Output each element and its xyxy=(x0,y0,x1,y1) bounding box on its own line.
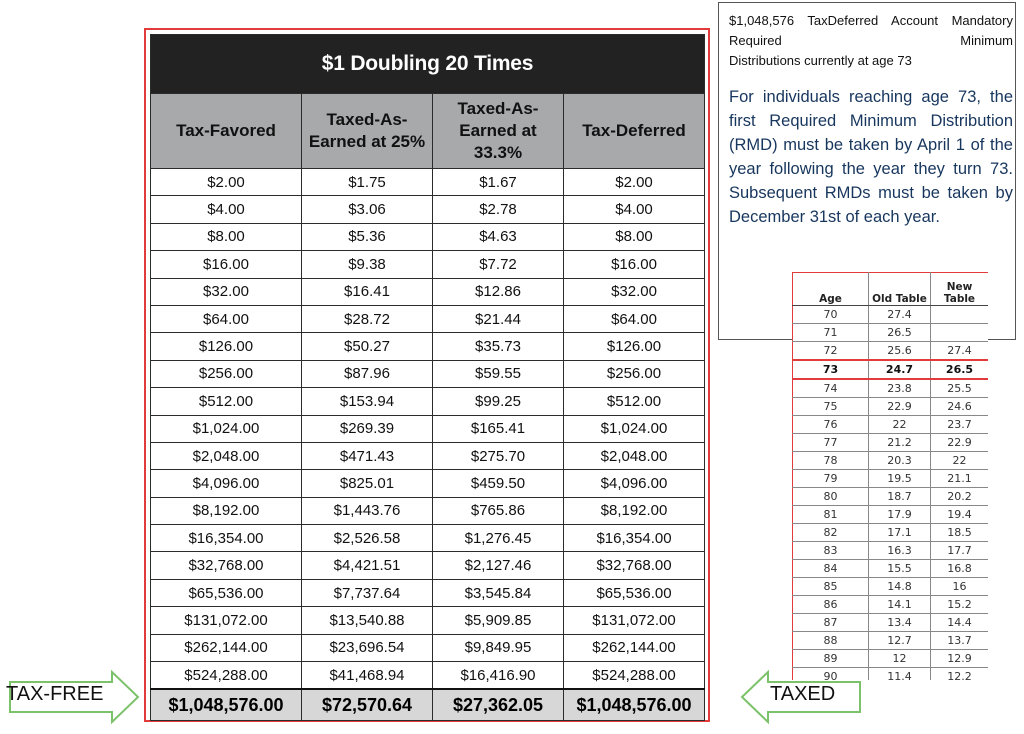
table-cell: $32,768.00 xyxy=(564,552,705,579)
table-cell: $50.27 xyxy=(302,333,433,360)
rmd-cell: 72 xyxy=(793,342,869,361)
rmd-cell: 83 xyxy=(793,542,869,560)
rmd-cell: 82 xyxy=(793,524,869,542)
table-cell: $9,849.95 xyxy=(433,634,564,661)
table-cell: $2,127.46 xyxy=(433,552,564,579)
doubling-table-frame xyxy=(144,28,710,722)
table-cell: $4.00 xyxy=(151,196,302,223)
rmd-row xyxy=(793,452,989,470)
total-taxed-33: $27,362.05 xyxy=(433,689,564,721)
table-row xyxy=(151,333,705,360)
rmd-row xyxy=(793,650,989,668)
table-cell: $2.00 xyxy=(564,169,705,196)
table-cell: $8,192.00 xyxy=(151,497,302,524)
rmd-row xyxy=(793,542,989,560)
table-cell: $41,468.94 xyxy=(302,662,433,690)
header-tax-deferred: Tax-Deferred xyxy=(564,94,705,169)
rmd-cell: 21.2 xyxy=(869,434,931,452)
rmd-cell: 16 xyxy=(931,578,989,596)
table-cell: $28.72 xyxy=(302,305,433,332)
table-row xyxy=(151,415,705,442)
table-cell: $32,768.00 xyxy=(151,552,302,579)
rmd-cell: 25.5 xyxy=(931,379,989,398)
table-cell: $12.86 xyxy=(433,278,564,305)
table-cell: $16,416.90 xyxy=(433,662,564,690)
table-body xyxy=(151,169,705,690)
table-cell: $23,696.54 xyxy=(302,634,433,661)
total-tax-favored: $1,048,576.00 xyxy=(151,689,302,721)
rmd-cell: 85 xyxy=(793,578,869,596)
rmd-cell: 15.5 xyxy=(869,560,931,578)
table-cell: $269.39 xyxy=(302,415,433,442)
table-cell: $7.72 xyxy=(433,251,564,278)
table-cell: $165.41 xyxy=(433,415,564,442)
table-row xyxy=(151,470,705,497)
table-cell: $64.00 xyxy=(151,305,302,332)
table-cell: $126.00 xyxy=(564,333,705,360)
rmd-row xyxy=(793,560,989,578)
rmd-cell: 12 xyxy=(869,650,931,668)
rmd-cell: 24.6 xyxy=(931,398,989,416)
total-tax-deferred: $1,048,576.00 xyxy=(564,689,705,721)
table-cell: $4.63 xyxy=(433,223,564,250)
table-row xyxy=(151,251,705,278)
rmd-row xyxy=(793,614,989,632)
table-cell: $5.36 xyxy=(302,223,433,250)
rmd-cell: 18.7 xyxy=(869,488,931,506)
rmd-cell: 87 xyxy=(793,614,869,632)
table-row xyxy=(151,525,705,552)
table-row xyxy=(151,360,705,387)
tax-free-label: TAX-FREE xyxy=(6,683,104,705)
rmd-row xyxy=(793,488,989,506)
table-cell: $8,192.00 xyxy=(564,497,705,524)
rmd-cell: 22.9 xyxy=(869,398,931,416)
table-cell: $256.00 xyxy=(151,360,302,387)
rmd-cell: 17.7 xyxy=(931,542,989,560)
table-cell: $2,526.58 xyxy=(302,525,433,552)
rmd-cell: 88 xyxy=(793,632,869,650)
table-cell: $131,072.00 xyxy=(151,607,302,634)
table-cell: $65,536.00 xyxy=(151,579,302,606)
table-row xyxy=(151,388,705,415)
table-cell: $3,545.84 xyxy=(433,579,564,606)
info-summary-last: Distributions currently at age 73 xyxy=(729,53,912,68)
table-title: $1 Doubling 20 Times xyxy=(151,35,705,94)
table-cell: $825.01 xyxy=(302,470,433,497)
table-cell: $1,276.45 xyxy=(433,525,564,552)
rmd-cell: 22.9 xyxy=(931,434,989,452)
table-cell: $64.00 xyxy=(564,305,705,332)
table-cell: $4.00 xyxy=(564,196,705,223)
table-cell: $8.00 xyxy=(564,223,705,250)
rmd-cell: 19.5 xyxy=(869,470,931,488)
totals-row xyxy=(151,689,705,721)
rmd-cell: 14.8 xyxy=(869,578,931,596)
rmd-cell: 81 xyxy=(793,506,869,524)
rmd-row xyxy=(793,306,989,324)
taxed-label: TAXED xyxy=(770,683,836,705)
table-cell: $2.00 xyxy=(151,169,302,196)
rmd-row xyxy=(793,524,989,542)
rmd-row xyxy=(793,596,989,614)
table-cell: $3.06 xyxy=(302,196,433,223)
rmd-cell: 16.8 xyxy=(931,560,989,578)
table-row xyxy=(151,442,705,469)
rmd-row xyxy=(793,416,989,434)
rmd-cell: 17.1 xyxy=(869,524,931,542)
rmd-cell: 73 xyxy=(793,360,869,379)
rmd-cell: 19.4 xyxy=(931,506,989,524)
rmd-cell: 12.7 xyxy=(869,632,931,650)
rmd-cell: 18.5 xyxy=(931,524,989,542)
table-cell: $5,909.85 xyxy=(433,607,564,634)
table-cell: $4,421.51 xyxy=(302,552,433,579)
table-cell: $99.25 xyxy=(433,388,564,415)
rmd-cell: 27.4 xyxy=(869,306,931,324)
rmd-row xyxy=(793,360,989,379)
rmd-cell: 21.1 xyxy=(931,470,989,488)
table-cell: $1,024.00 xyxy=(564,415,705,442)
rmd-cell: 27.4 xyxy=(931,342,989,361)
table-cell: $153.94 xyxy=(302,388,433,415)
info-summary xyxy=(729,11,1013,71)
table-row xyxy=(151,223,705,250)
table-cell: $9.38 xyxy=(302,251,433,278)
info-rmd-explanation: For individuals reaching age 73, the first Required Minimum Distribution (RMD) must be taken by April 1 of the year following the year they turn 73. Subsequent RMDs must be taken by December 31st of each year. xyxy=(729,88,1013,226)
rmd-cell: 20.2 xyxy=(931,488,989,506)
rmd-cell: 22 xyxy=(869,416,931,434)
rmd-row xyxy=(793,342,989,361)
table-row xyxy=(151,552,705,579)
rmd-cell: 20.3 xyxy=(869,452,931,470)
table-cell: $262,144.00 xyxy=(564,634,705,661)
rmd-cell: 24.7 xyxy=(869,360,931,379)
table-cell: $35.73 xyxy=(433,333,564,360)
rmd-cell xyxy=(931,324,989,342)
rmd-cell: 13.7 xyxy=(931,632,989,650)
table-cell: $21.44 xyxy=(433,305,564,332)
table-cell: $1.75 xyxy=(302,169,433,196)
rmd-cell: 13.4 xyxy=(869,614,931,632)
table-cell: $459.50 xyxy=(433,470,564,497)
table-row xyxy=(151,607,705,634)
table-cell: $59.55 xyxy=(433,360,564,387)
table-row xyxy=(151,278,705,305)
rmd-row xyxy=(793,632,989,650)
rmd-header-new: New Table xyxy=(931,273,989,306)
table-cell: $1.67 xyxy=(433,169,564,196)
rmd-row xyxy=(793,398,989,416)
rmd-cell: 75 xyxy=(793,398,869,416)
table-cell: $16,354.00 xyxy=(564,525,705,552)
table-cell: $13,540.88 xyxy=(302,607,433,634)
rmd-row xyxy=(793,506,989,524)
table-cell: $512.00 xyxy=(564,388,705,415)
table-cell: $4,096.00 xyxy=(564,470,705,497)
table-row xyxy=(151,169,705,196)
header-taxed-33: Taxed-As-Earned at 33.3% xyxy=(433,94,564,169)
rmd-row xyxy=(793,470,989,488)
table-row xyxy=(151,634,705,661)
table-row xyxy=(151,662,705,690)
rmd-cell: 14.1 xyxy=(869,596,931,614)
rmd-cell: 14.4 xyxy=(931,614,989,632)
header-tax-favored: Tax-Favored xyxy=(151,94,302,169)
table-cell: $87.96 xyxy=(302,360,433,387)
rmd-cell: 23.8 xyxy=(869,379,931,398)
rmd-header-age: Age xyxy=(793,273,869,306)
table-cell: $1,443.76 xyxy=(302,497,433,524)
table-cell: $16,354.00 xyxy=(151,525,302,552)
table-cell: $765.86 xyxy=(433,497,564,524)
table-cell: $4,096.00 xyxy=(151,470,302,497)
header-taxed-25: Taxed-As-Earned at 25% xyxy=(302,94,433,169)
table-cell: $1,024.00 xyxy=(151,415,302,442)
rmd-row xyxy=(793,324,989,342)
table-cell: $262,144.00 xyxy=(151,634,302,661)
table-cell: $2.78 xyxy=(433,196,564,223)
table-cell: $16.00 xyxy=(151,251,302,278)
rmd-cell: 70 xyxy=(793,306,869,324)
rmd-cell: 76 xyxy=(793,416,869,434)
rmd-cell: 90 xyxy=(793,668,869,681)
rmd-cell: 80 xyxy=(793,488,869,506)
rmd-cell: 26.5 xyxy=(869,324,931,342)
table-cell: $2,048.00 xyxy=(564,442,705,469)
total-taxed-25: $72,570.64 xyxy=(302,689,433,721)
table-cell: $256.00 xyxy=(564,360,705,387)
rmd-cell: 22 xyxy=(931,452,989,470)
info-summary-main: $1,048,576 TaxDeferred Account Mandatory Required Minimum xyxy=(729,13,1013,48)
table-cell: $7,737.64 xyxy=(302,579,433,606)
rmd-cell xyxy=(931,306,989,324)
rmd-cell: 15.2 xyxy=(931,596,989,614)
rmd-cell: 86 xyxy=(793,596,869,614)
rmd-table-frame xyxy=(792,272,988,680)
rmd-row xyxy=(793,434,989,452)
table-row xyxy=(151,579,705,606)
rmd-row xyxy=(793,578,989,596)
table-cell: $32.00 xyxy=(564,278,705,305)
rmd-table xyxy=(792,272,988,680)
table-row xyxy=(151,305,705,332)
rmd-cell: 71 xyxy=(793,324,869,342)
rmd-cell: 11.4 xyxy=(869,668,931,681)
table-cell: $2,048.00 xyxy=(151,442,302,469)
table-cell: $471.43 xyxy=(302,442,433,469)
rmd-cell: 26.5 xyxy=(931,360,989,379)
rmd-header-old: Old Table xyxy=(869,273,931,306)
rmd-cell: 16.3 xyxy=(869,542,931,560)
rmd-cell: 79 xyxy=(793,470,869,488)
rmd-cell: 12.2 xyxy=(931,668,989,681)
rmd-table-body xyxy=(793,306,989,681)
rmd-row xyxy=(793,379,989,398)
rmd-cell: 12.9 xyxy=(931,650,989,668)
rmd-cell: 78 xyxy=(793,452,869,470)
table-row xyxy=(151,497,705,524)
table-cell: $524,288.00 xyxy=(151,662,302,690)
rmd-cell: 74 xyxy=(793,379,869,398)
table-cell: $512.00 xyxy=(151,388,302,415)
table-cell: $126.00 xyxy=(151,333,302,360)
rmd-cell: 89 xyxy=(793,650,869,668)
rmd-cell: 25.6 xyxy=(869,342,931,361)
table-cell: $65,536.00 xyxy=(564,579,705,606)
table-cell: $524,288.00 xyxy=(564,662,705,690)
rmd-cell: 77 xyxy=(793,434,869,452)
table-cell: $16.41 xyxy=(302,278,433,305)
table-cell: $16.00 xyxy=(564,251,705,278)
table-row xyxy=(151,196,705,223)
table-cell: $275.70 xyxy=(433,442,564,469)
table-cell: $131,072.00 xyxy=(564,607,705,634)
table-cell: $8.00 xyxy=(151,223,302,250)
rmd-cell: 84 xyxy=(793,560,869,578)
doubling-table xyxy=(150,34,705,721)
rmd-cell: 17.9 xyxy=(869,506,931,524)
rmd-cell: 23.7 xyxy=(931,416,989,434)
table-cell: $32.00 xyxy=(151,278,302,305)
